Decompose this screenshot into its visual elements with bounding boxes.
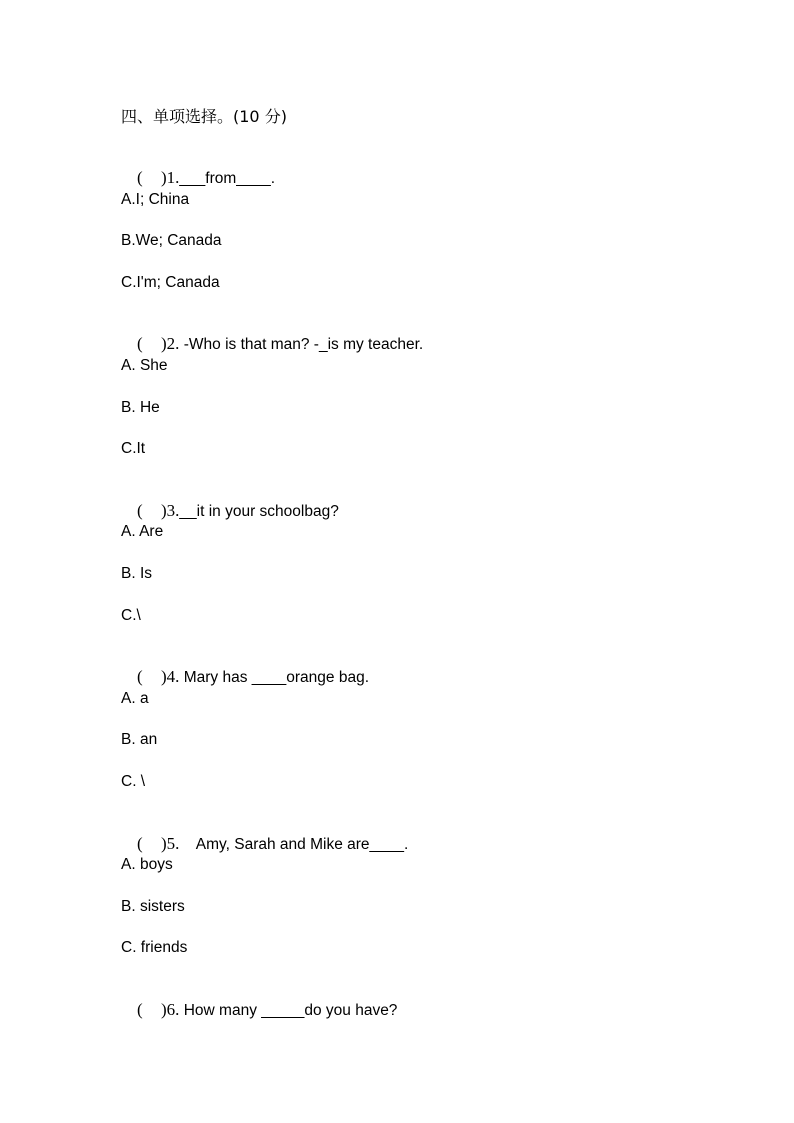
question-number: )4. — [161, 667, 180, 686]
option-2a: A. She — [121, 357, 168, 374]
option-5a: A. boys — [121, 856, 173, 873]
question-stem: -Who is that man? -_is my teacher. — [179, 336, 424, 353]
question-4 — [121, 647, 369, 686]
answer-bracket: ( — [137, 168, 143, 187]
question-6 — [121, 980, 398, 1019]
option-1a: A.I; China — [121, 191, 190, 208]
answer-bracket: ( — [137, 501, 143, 520]
question-stem: __it in your schoolbag? — [179, 503, 339, 520]
question-stem: Mary has ____orange bag. — [179, 669, 369, 686]
question-stem: How many _____do you have? — [179, 1002, 398, 1019]
answer-bracket: ( — [137, 667, 143, 686]
option-5b: B. sisters — [121, 898, 185, 915]
option-3c: C.\ — [121, 607, 141, 624]
option-3b: B. Is — [121, 565, 153, 582]
section-heading: 四、单项选择。(10 分) — [121, 107, 287, 126]
option-3a: A. Are — [121, 523, 164, 540]
question-3 — [121, 481, 339, 520]
answer-bracket: ( — [137, 1000, 143, 1019]
answer-bracket: ( — [137, 834, 143, 853]
question-number: )6. — [161, 1000, 180, 1019]
question-number: )5. — [161, 834, 180, 853]
option-2b: B. He — [121, 399, 160, 416]
option-1c: C.I'm; Canada — [121, 274, 220, 291]
question-number: )3. — [161, 501, 180, 520]
question-number: )2. — [161, 334, 180, 353]
answer-bracket: ( — [137, 334, 143, 353]
question-stem: Amy, Sarah and Mike are____. — [179, 836, 409, 853]
option-4c: C. \ — [121, 773, 146, 790]
question-2 — [121, 314, 424, 353]
question-stem: ___from____. — [179, 170, 276, 187]
question-1 — [121, 148, 276, 187]
option-1b: B.We; Canada — [121, 232, 222, 249]
option-4b: B. an — [121, 731, 158, 748]
question-number: )1. — [161, 168, 180, 187]
option-4a: A. a — [121, 690, 149, 707]
option-5c: C. friends — [121, 939, 188, 956]
question-5 — [121, 814, 409, 853]
option-2c: C.It — [121, 440, 146, 457]
